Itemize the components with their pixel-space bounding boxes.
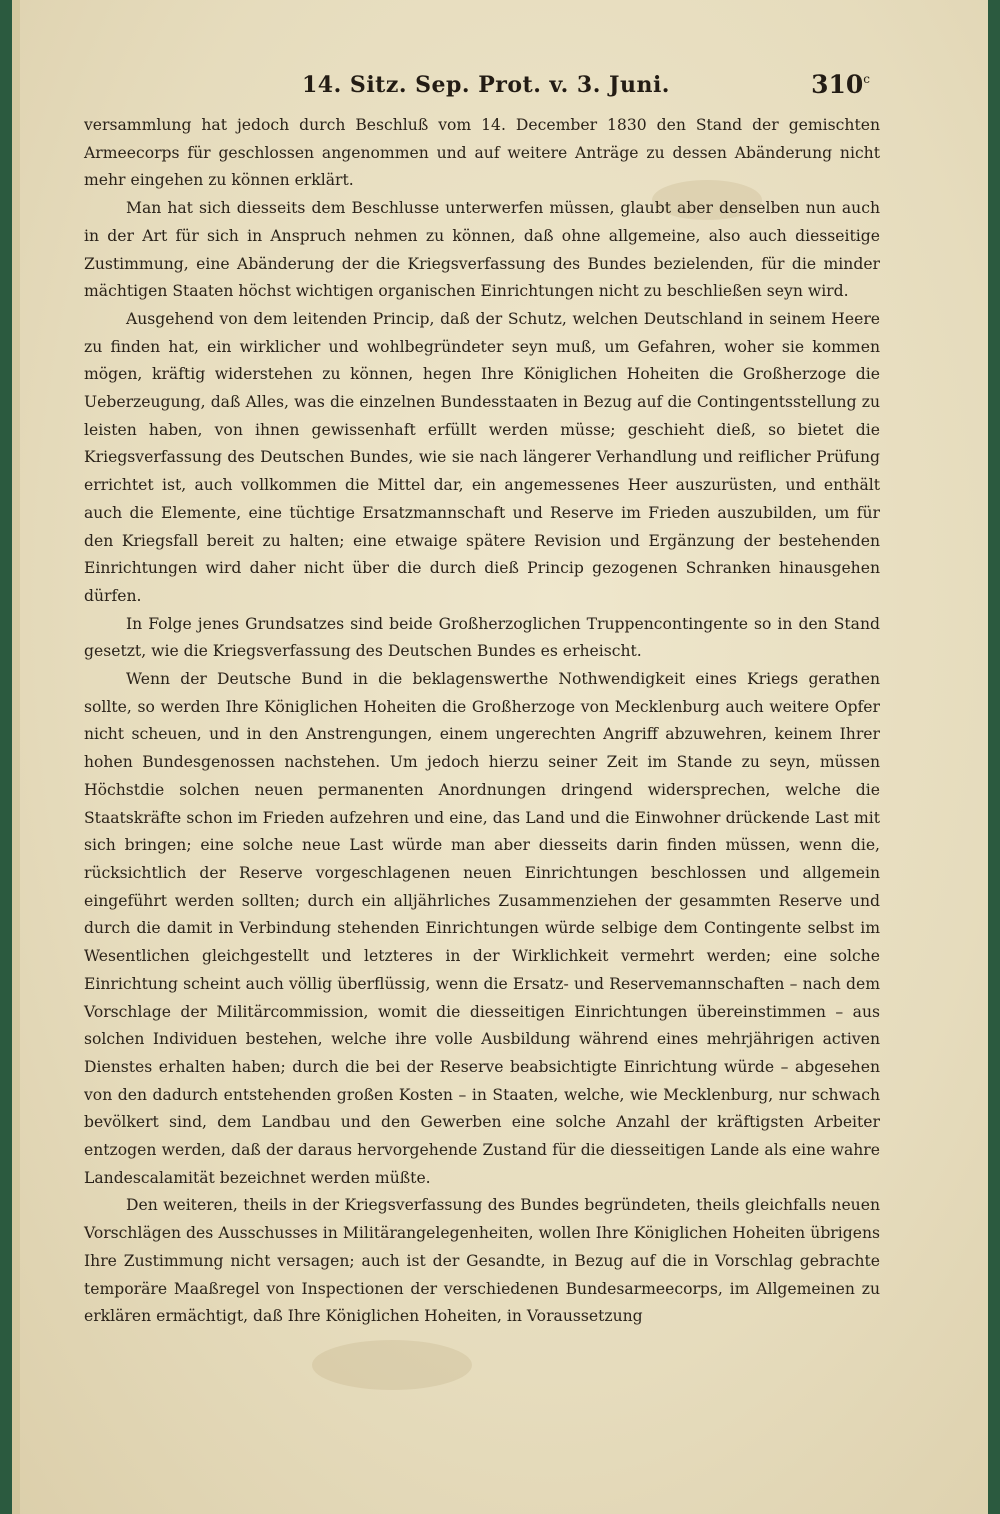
document-page: [12, 0, 988, 1514]
header-title: 14. Sitz. Sep. Prot. v. 3. Juni.: [302, 72, 670, 98]
paragraph: Ausgehend von dem leitenden Princip, daß der Schutz, welchen Deutschland in seinem Heere zu finden hat, ein wirklicher und wohlbegründeter seyn muß, um Gefahren, woher sie kommen mögen, kräftig widerstehen zu können, hegen Ihre Königlichen Hoheiten die Großherzoge die Ueberzeugung, daß Alles, was die einzelnen Bundesstaaten in Bezug auf die Contingentsstellung zu leisten haben, von ihnen gewissenhaft erfüllt werden müsse; geschieht dieß, so bietet die Kriegsverfassung des Deutschen Bundes, wie sie nach längerer Verhandlung und reiflicher Prüfung errichtet ist, auch vollkommen die Mittel dar, ein angemessenes Heer auszurüsten, und enthält auch die Elemente, eine tüchtige Ersatzmannschaft und Reserve im Frieden auszubilden, um für den Kriegsfall bereit zu halten; eine etwaige spätere Revision und Ergänzung der bestehenden Einrichtungen wird daher nicht über die durch dieß Princip gezogenen Schranken hinausgehen dürfen.: [84, 309, 880, 605]
running-header: [12, 72, 988, 104]
page-edge: [12, 0, 20, 1514]
page-number: [811, 70, 870, 99]
paragraph: Wenn der Deutsche Bund in die beklagenswerthe Nothwendigkeit eines Kriegs gerathen sollte, so werden Ihre Königlichen Hoheiten die Großherzoge von Mecklenburg auch weitere Opfer nicht scheuen, und in den Anstrengungen, einem ungerechten Angriff abzuwehren, keinem Ihrer hohen Bundesgenossen nachstehen. Um jedoch hierzu seiner Zeit im Stande zu seyn, müssen Höchstdie solchen neuen permanenten Anordnungen dringend widersprechen, welche die Staatskräfte schon im Frieden aufzehren und eine, das Land und die Einwohner drückende Last mit sich bringen; eine solche neue Last würde man aber diesseits darin finden müssen, wenn die, rücksichtlich der Reserve vorgeschlagenen neuen Einrichtungen beschlossen und allgemein eingeführt werden sollten; durch ein alljährliches Zusammenziehen der gesammten Reserve und durch die damit in Verbindung stehenden Einrichtungen würde selbige dem Contingente selbst im Wesentlichen gleichgestellt und letzteres in der Wirklichkeit vermehrt werden; eine solche Einrichtung scheint auch völlig überflüssig, wenn die Ersatz- und Reservemannschaften – nach dem Vorschlage der Militärcommission, womit die diesseitigen Einrichtungen übereinstimmen – aus solchen Individuen bestehen, welche ihre volle Ausbildung während eines mehrjährigen activen Dienstes erhalten haben; durch die bei der Reserve beabsichtigte Einrichtung würde – abgesehen von den dadurch entstehenden großen Kosten – in Staaten, welche, wie Mecklenburg, nur schwach bevölkert sind, dem Landbau und den Gewerben eine solche Anzahl der kräftigsten Arbeiter entzogen werden, daß der daraus hervorgehende Zustand für die diesseitigen Lande als eine wahre Landescalamität bezeichnet werden müßte.: [84, 670, 880, 1187]
paragraph: versammlung hat jedoch durch Beschluß vom 14. December 1830 den Stand der gemischten Armeecorps für geschlossen angenommen und auf weitere Anträge zu dessen Abänderung nicht mehr eingehen zu können erklärt.: [84, 116, 880, 190]
body-text: [84, 112, 880, 1331]
page-number-suffix: c: [863, 72, 870, 86]
paragraph: Man hat sich diesseits dem Beschlusse unterwerfen müssen, glaubt aber denselben nun auch in der Art für sich in Anspruch nehmen zu können, daß ohne allgemeine, also auch diesseitige Zustimmung, eine Abänderung der die Kriegsverfassung des Bundes bezielenden, für die minder mächtigen Staaten höchst wichtigen organischen Einrichtungen nicht zu beschließen seyn wird.: [84, 199, 880, 301]
paragraph: Den weiteren, theils in der Kriegsverfassung des Bundes begründeten, theils gleichfalls neuen Vorschlägen des Ausschusses in Militärangelegenheiten, wollen Ihre Königlichen Hoheiten übrigens Ihre Zustimmung nicht versagen; auch ist der Gesandte, in Bezug auf die in Vorschlag gebrachte temporäre Maaßregel von Inspectionen der verschiedenen Bundesarmeecorps, im Allgemeinen zu erklären ermächtigt, daß Ihre Königlichen Hoheiten, in Voraussetzung: [84, 1196, 880, 1326]
paper-stain: [312, 1340, 472, 1390]
page-number-value: 310: [811, 70, 864, 99]
paragraph: In Folge jenes Grundsatzes sind beide Großherzoglichen Truppencontingente so in den Stand gesetzt, wie die Kriegsverfassung des Deutschen Bundes es erheischt.: [84, 614, 880, 661]
